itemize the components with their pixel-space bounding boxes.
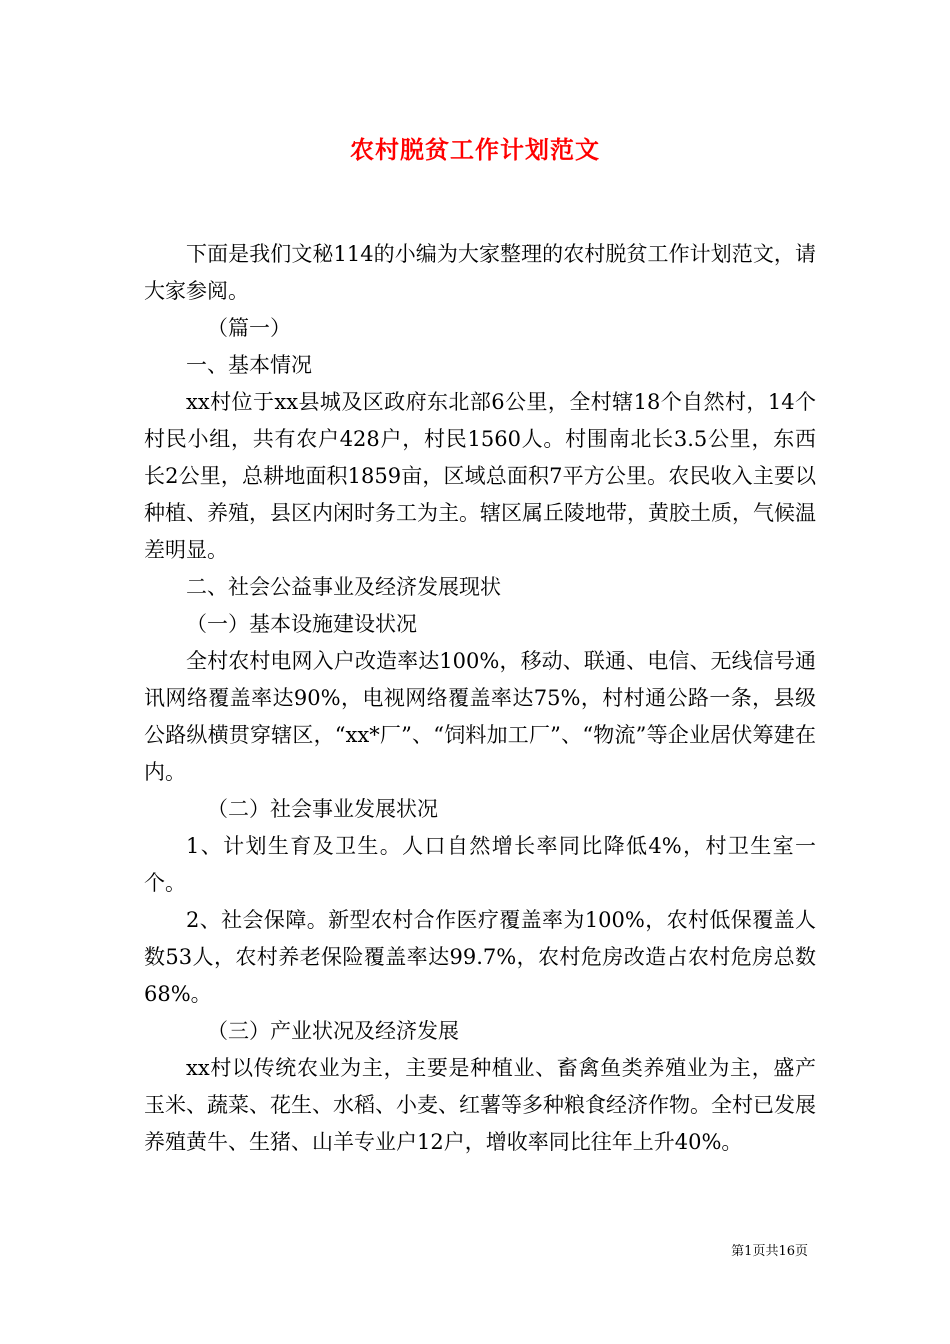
section-label-part-one: （篇一） — [207, 316, 291, 340]
paragraph-basic-situation: xx村位于xx县城及区政府东北部6公里，全村辖18个自然村，14个村民小组，共有农户428户，村民1560人。村围南北长3.5公里，东西长2公里，总耕地面积1859亩，区域总面积7平方公里。农民收入主要以种植、养殖，县区内闲时务工为主。辖区属丘陵地带，黄胶土质，气候温差明显。 — [144, 390, 816, 562]
document-body — [144, 236, 816, 1161]
document-title: 农村脱贫工作计划范文 — [350, 135, 600, 164]
paragraph-industry: xx村以传统农业为主，主要是种植业、畜禽鱼类养殖业为主，盛产玉米、蔬菜、花生、水稻、小麦、红薯等多种粮食经济作物。全村已发展养殖黄牛、生猪、山羊专业户12户，增收率同比往年上升40%。 — [144, 1056, 816, 1154]
paragraph-family-planning: 1、计划生育及卫生。人口自然增长率同比降低4%，村卫生室一个。 — [144, 834, 816, 895]
subheading-social-development: （二）社会事业发展状况 — [207, 797, 438, 821]
paragraph-social-security: 2、社会保障。新型农村合作医疗覆盖率为100%，农村低保覆盖人数53人，农村养老保险覆盖率达99.7%，农村危房改造占农村危房总数68%。 — [144, 908, 816, 1006]
intro-paragraph: 下面是我们文秘114的小编为大家整理的农村脱贫工作计划范文，请大家参阅。 — [144, 242, 816, 303]
subheading-industry: （三）产业状况及经济发展 — [207, 1019, 459, 1043]
subheading-infrastructure: （一）基本设施建设状况 — [186, 612, 417, 636]
paragraph-infrastructure: 全村农村电网入户改造率达100%，移动、联通、电信、无线信号通讯网络覆盖率达90%，电视网络覆盖率达75%，村村通公路一条，县级公路纵横贯穿辖区，“xx*厂”、“饲料加工厂”、“物流”等企业居伏筹建在内。 — [144, 649, 816, 784]
page-number: 第1页共16页 — [731, 1244, 808, 1259]
heading-public-welfare: 二、社会公益事业及经济发展现状 — [186, 575, 501, 599]
heading-basic-situation: 一、基本情况 — [186, 353, 312, 377]
